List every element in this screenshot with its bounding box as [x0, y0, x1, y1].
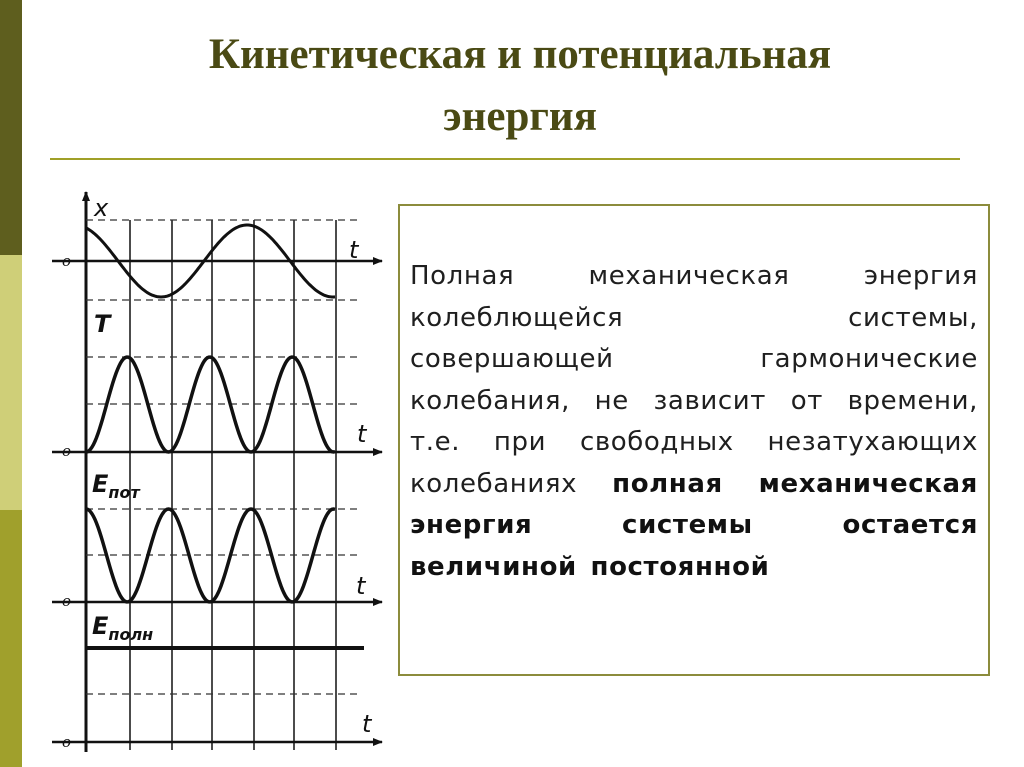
explanation-box — [398, 204, 990, 676]
side-bar-top — [0, 0, 22, 255]
explanation-bold: полная механическая энергия системы остается величиной постоянной — [410, 468, 978, 582]
potential-label — [92, 470, 141, 502]
panel-kinetic — [52, 310, 382, 460]
title-divider — [50, 158, 960, 160]
panel-potential — [52, 470, 382, 610]
total-label-main: E — [92, 612, 109, 640]
energy-graphs — [46, 172, 392, 757]
total-label — [92, 612, 153, 644]
kinetic-label: T — [94, 310, 111, 338]
potential-label-sub: пот — [108, 483, 140, 502]
side-bar-middle — [0, 255, 22, 510]
potential-label-main: E — [92, 470, 109, 498]
time-label-total: t — [362, 710, 372, 738]
title-line-2: энергия — [443, 93, 597, 140]
slide-title — [60, 24, 980, 148]
origin-label-potential: o — [62, 592, 72, 610]
origin-label-kinetic: o — [62, 442, 72, 460]
origin-label-total: o — [62, 733, 72, 751]
panel-total — [52, 612, 382, 751]
explanation-text — [410, 256, 978, 588]
time-label-kinetic: t — [357, 420, 367, 448]
title-line-1: Кинетическая и потенциальная — [208, 31, 832, 78]
x-axis-label: x — [94, 194, 109, 222]
time-label-potential: t — [356, 572, 366, 600]
origin-label-x: o — [62, 252, 72, 270]
panel-x — [52, 194, 382, 300]
explanation-regular: Полная механическая энергия колеблющейся системы, совершающей гармонические колебания, не зависит от времени, т.е. при свободных незатухающих колебаниях — [410, 261, 978, 499]
total-label-sub: полн — [108, 625, 154, 644]
side-bar-bottom — [0, 510, 22, 767]
time-label-x: t — [349, 236, 359, 264]
